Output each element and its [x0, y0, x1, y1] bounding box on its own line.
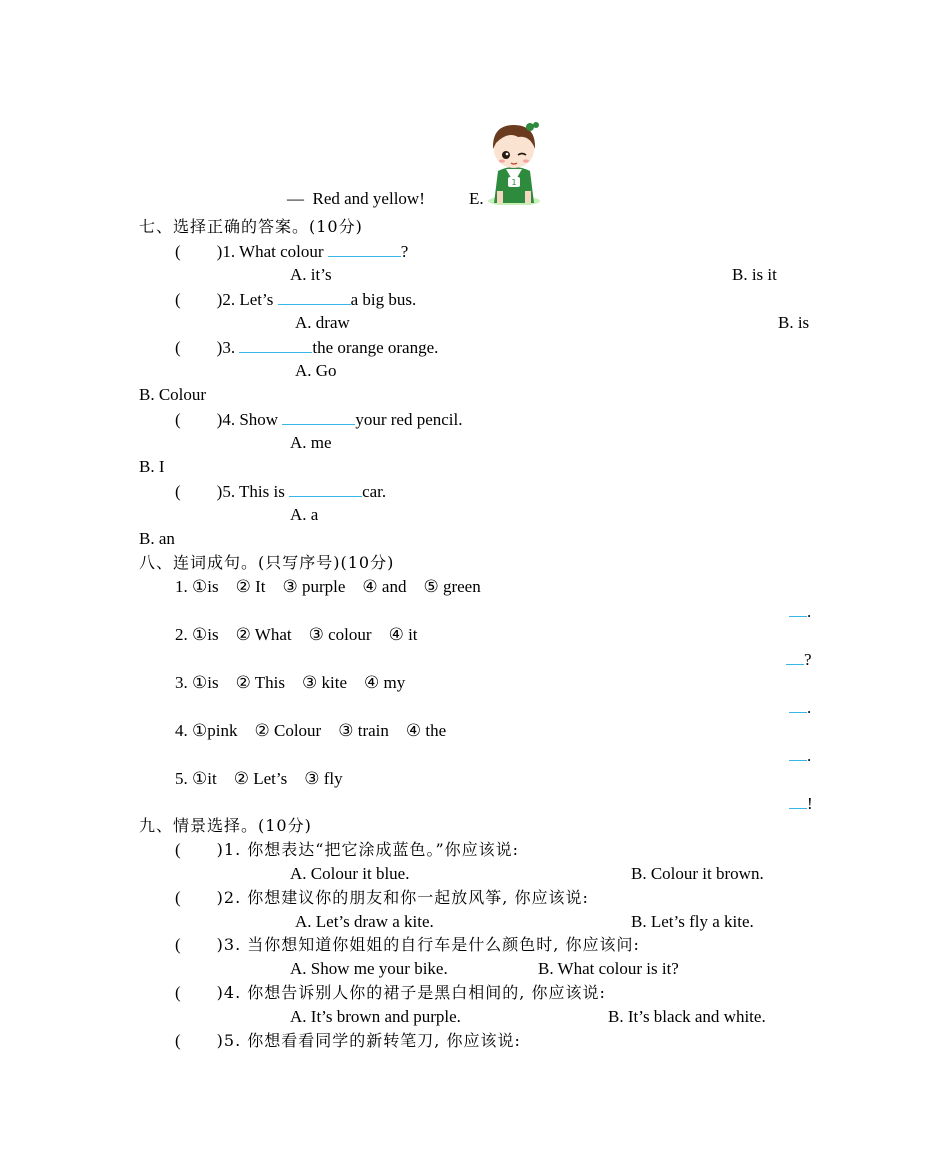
answer-blank[interactable]: [278, 288, 351, 305]
s9-q5: ( )5. 你想看看同学的新转笔刀, 你应该说:: [175, 1031, 521, 1050]
s8-q1-answer[interactable]: .: [789, 600, 811, 623]
question: )1. What colour: [216, 242, 328, 261]
s7-q1-option-b: B. is it: [732, 265, 777, 284]
word: ①pink: [192, 721, 238, 740]
word: ④ my: [364, 673, 406, 692]
word: ①it: [192, 769, 217, 788]
s7-q4: ( )4. Show your red pencil.: [175, 410, 463, 429]
s7-q1: ( )1. What colour ?: [175, 242, 409, 261]
s7-q4-option-b: B. I: [139, 457, 165, 476]
s9-q2: ( )2. 你想建议你的朋友和你一起放风筝, 你应该说:: [175, 888, 589, 907]
answer-blank[interactable]: [789, 744, 807, 761]
s9-q3-option-b: B. What colour is it?: [538, 959, 679, 978]
dash: —: [287, 189, 304, 208]
s8-q4-answer[interactable]: .: [789, 744, 811, 767]
word: ⑤ green: [423, 577, 481, 596]
word: ② Let’s: [233, 769, 288, 788]
s7-q1-option-a: A. it’s: [290, 265, 332, 284]
s8-q3-answer[interactable]: .: [789, 696, 811, 719]
s9-q2-option-a: A. Let’s draw a kite.: [295, 912, 434, 931]
answer-blank[interactable]: [289, 480, 362, 497]
s7-q2: ( )2. Let’s a big bus.: [175, 290, 417, 309]
s7-q5-option-a: A. a: [290, 505, 319, 524]
s9-q2-option-b: B. Let’s fly a kite.: [631, 912, 754, 931]
section-9-title: 九、情景选择。(10分): [139, 816, 312, 835]
dialogue-text: Red and yellow!: [312, 189, 425, 208]
word: ② This: [235, 673, 286, 692]
s9-q3: ( )3. 当你想知道你姐姐的自行车是什么颜色时, 你应该问:: [175, 935, 640, 954]
word: ② Colour: [254, 721, 322, 740]
s7-q5: ( )5. This is car.: [175, 482, 387, 501]
answer-blank[interactable]: [786, 648, 804, 665]
word: ② What: [235, 625, 292, 644]
word: ② It: [235, 577, 266, 596]
s7-q5-option-b: B. an: [139, 529, 175, 548]
option-e: E.: [469, 189, 484, 208]
s7-q3-option-a: A. Go: [295, 361, 337, 380]
s9-q3-option-a: A. Show me your bike.: [290, 959, 448, 978]
section-7-title: 七、选择正确的答案。(10分): [139, 217, 363, 236]
section-8-title: 八、连词成句。(只写序号)(10分): [139, 553, 395, 572]
s7-q4-option-a: A. me: [290, 433, 332, 452]
s8-q5: 5. ①it ② Let’s ③ fly: [175, 769, 343, 788]
paren: (: [175, 242, 181, 261]
s7-q2-option-a: A. draw: [295, 313, 350, 332]
answer-blank[interactable]: [282, 408, 355, 425]
word: ①is: [192, 673, 219, 692]
word: ③ purple: [282, 577, 346, 596]
answer-blank[interactable]: [789, 696, 807, 713]
answer-blank[interactable]: [328, 240, 401, 257]
word: ④ it: [388, 625, 418, 644]
s7-q3: ( )3. the orange orange.: [175, 338, 439, 357]
s8-q1: 1. ①is ② It ③ purple ④ and ⑤ green: [175, 577, 481, 596]
word: ③ colour: [308, 625, 372, 644]
s8-q2: 2. ①is ② What ③ colour ④ it: [175, 625, 418, 644]
word: ①is: [192, 625, 219, 644]
word: ③ kite: [302, 673, 348, 692]
s8-q3: 3. ①is ② This ③ kite ④ my: [175, 673, 406, 692]
word: ①is: [192, 577, 219, 596]
s9-q4-option-a: A. It’s brown and purple.: [290, 1007, 461, 1026]
answer-blank[interactable]: [789, 600, 807, 617]
s9-q1: ( )1. 你想表达“把它涂成蓝色。”你应该说:: [175, 840, 520, 859]
s7-q2-option-b: B. is: [778, 313, 810, 332]
s8-q4: 4. ①pink ② Colour ③ train ④ the: [175, 721, 447, 740]
word: ③ fly: [304, 769, 343, 788]
s8-q2-answer[interactable]: ?: [786, 648, 812, 671]
s7-q3-option-b: B. Colour: [139, 385, 207, 404]
answer-blank[interactable]: [789, 792, 807, 809]
s8-q5-answer[interactable]: !: [789, 792, 813, 815]
s9-q1-option-a: A. Colour it blue.: [290, 864, 410, 883]
s9-q1-option-b: B. Colour it brown.: [631, 864, 764, 883]
word: ③ train: [338, 721, 389, 740]
answer-blank[interactable]: [239, 336, 312, 353]
dialogue-line: [287, 188, 425, 210]
word: ④ the: [405, 721, 447, 740]
word: ④ and: [362, 577, 407, 596]
s9-q4-option-b: B. It’s black and white.: [608, 1007, 766, 1026]
s9-q4: ( )4. 你想告诉别人你的裙子是黑白相间的, 你应该说:: [175, 983, 606, 1002]
girl-illustration: [484, 117, 544, 205]
svg-text:1: 1: [511, 178, 517, 187]
